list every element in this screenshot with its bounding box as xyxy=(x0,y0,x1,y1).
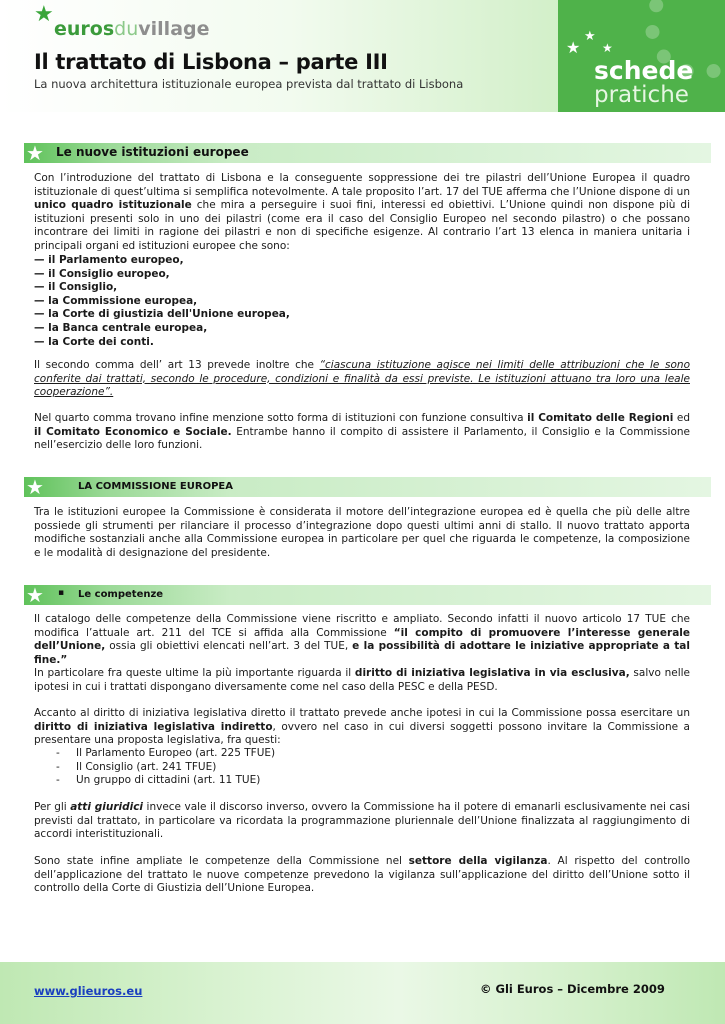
logo-village: village xyxy=(138,18,210,40)
list-item: — la Corte di giustizia dell'Unione europea, xyxy=(34,308,290,321)
logo-du: du xyxy=(114,18,139,40)
list-item: - Il Parlamento Europeo (art. 225 TFUE) xyxy=(56,747,276,759)
list-item: — la Commissione europea, xyxy=(34,294,198,307)
list-item: - Il Consiglio (art. 241 TFUE) xyxy=(56,760,217,773)
bullet-icon: ▪ xyxy=(58,588,65,598)
section-heading: Le nuove istituzioni europee xyxy=(56,145,249,159)
section-bar-commissione xyxy=(24,477,711,497)
star-icon: ★ xyxy=(566,38,581,57)
website-link[interactable]: www.glieuros.eu xyxy=(34,984,143,998)
paragraph-consultive: Nel quarto comma trovano infine menzione sotto forma di istituzioni con funzione consultiva il Comitato delle Regioni ed il Comitato Economico e Sociale. Entrambe hanno il compito di assistere il Parlamento, il Consiglio e la Commissione nell’esercizio delle loro funzioni. xyxy=(34,412,691,452)
paragraph-art13: Il secondo comma dell’ art 13 prevede inoltre che “ciascuna istituzione agisce nei limiti delle attribuzioni che le sono conferite dai trattati, secondo le procedure, condizioni e finalità da essi previste. Le istituzioni attuano tra loro una leale cooperazione”. xyxy=(34,359,690,399)
brand-pratiche: pratiche xyxy=(594,82,689,108)
section-bar-competenze xyxy=(24,585,711,605)
paragraph-commissione: Tra le istituzioni europee la Commissione è considerata il motore dell’integrazione europea ed è quella che più delle altre possiede gli strumenti per rilanciare il processo d’integrazione dopo questi ultimi anni di stallo. Il nuovo trattato apporta modifiche sostanziali anche alla Commissione europea in particolare per quel che riguarda le competenze, la composizione e le modalità di designazione del presidente. xyxy=(34,506,690,559)
page-title: Il trattato di Lisbona – parte III xyxy=(34,50,388,74)
paragraph-catalogo: Il catalogo delle competenze della Commissione viene riscritto e ampliato. Secondo infatti il nuovo articolo 17 TUE che modifica l’attuale art. 211 del TCE si affida alla Commissione “il compito di promuovere l’interesse generale dell’Unione, ossia gli obiettivi elencati nell’art. 3 del TUE, e la possibilità di adottare le iniziative appropriate a tal fine.” xyxy=(34,613,690,666)
list-item: — il Consiglio, xyxy=(34,281,118,294)
institutions-list xyxy=(34,254,290,349)
page-subtitle: La nuova architettura istituzionale europea prevista dal trattato di Lisbona xyxy=(34,77,464,91)
logo-euros: euros xyxy=(54,18,115,40)
page-header xyxy=(0,0,725,112)
section-bar-nuove-istituzioni xyxy=(24,143,711,163)
list-item: - Un gruppo di cittadini (art. 11 TUE) xyxy=(56,774,261,787)
star-icon: ★ xyxy=(26,583,44,607)
paragraph-atti-giuridici: Per gli atti giuridici invece vale il discorso inverso, ovvero la Commissione ha il potere di emanarli esclusivamente nei casi previsti dal trattato, in particolare va ricordata la programmazione pluriennale dell’Unione finalizzata al raggiungimento di accordi interistituzionali. xyxy=(34,801,690,841)
brand-schede: schede xyxy=(594,56,694,85)
subjects-list xyxy=(56,747,275,788)
star-icon: ★ xyxy=(602,41,613,55)
paragraph-vigilanza: Sono state infine ampliate le competenze della Commissione nel settore della vigilanza. Al rispetto del controllo dell’applicazione del trattato le nuove competenze prevedono la vigilanza sull’applicazione del diritto dell’Unione sotto il controllo della Corte di Giustizia dell’Unione Europea. xyxy=(34,855,690,895)
list-item: — la Corte dei conti. xyxy=(34,335,154,348)
star-icon: ★ xyxy=(26,475,44,499)
section-heading: Le competenze xyxy=(78,589,164,600)
logo-wordmark xyxy=(54,18,210,40)
list-item: — il Parlamento europeo, xyxy=(34,254,184,266)
list-item: — la Banca centrale europea, xyxy=(34,321,208,334)
star-icon: ★ xyxy=(26,141,44,165)
paragraph-iniziativa: In particolare fra queste ultime la più importante riguarda il diritto di iniziativa legislativa in via esclusiva, salvo nelle ipotesi in cui i trattati dispongano diversamente come nel caso della PESC e della PESD. xyxy=(34,667,691,693)
copyright-text: © Gli Euros – Dicembre 2009 xyxy=(480,982,665,996)
section-heading: LA COMMISSIONE EUROPEA xyxy=(78,481,233,492)
paragraph-intro: Con l’introduzione del trattato di Lisbona e la conseguente soppressione dei tre pilastri dell’Unione Europea il quadro istituzionale di quest’ultima si semplifica notevolmente. A tale proposito l’art. 17 del TUE afferma che l’Unione dispone di un unico quadro istituzionale che mira a perseguire i suoi fini, interessi ed obiettivi. L’Unione quindi non dispone più di istituzioni presenti solo in uno dei pilastri (come era il caso del Consiglio Europeo nel secondo pilastro) o che possano incontrare dei limiti in ragione dei pilastri e non di specifiche esigenze. Al contrario l’art 13 elenca in maniera unitaria i principali organi ed istituzioni europee che sono: xyxy=(34,172,690,252)
star-icon: ★ xyxy=(34,2,54,27)
list-item: — il Consiglio europeo, xyxy=(34,267,170,280)
schede-pratiche-badge xyxy=(558,0,725,112)
paragraph-indiretto: Accanto al diritto di iniziativa legislativa diretto il trattato prevede anche ipotesi in cui la Commissione possa esercitare un diritto di iniziativa legislativa indiretto, ovvero nel caso in cui diversi soggetti possono invitare la Commissione a presentare una proposta legislativa, fra questi: xyxy=(34,707,690,747)
star-icon: ★ xyxy=(584,29,596,44)
page-footer xyxy=(0,962,725,1024)
